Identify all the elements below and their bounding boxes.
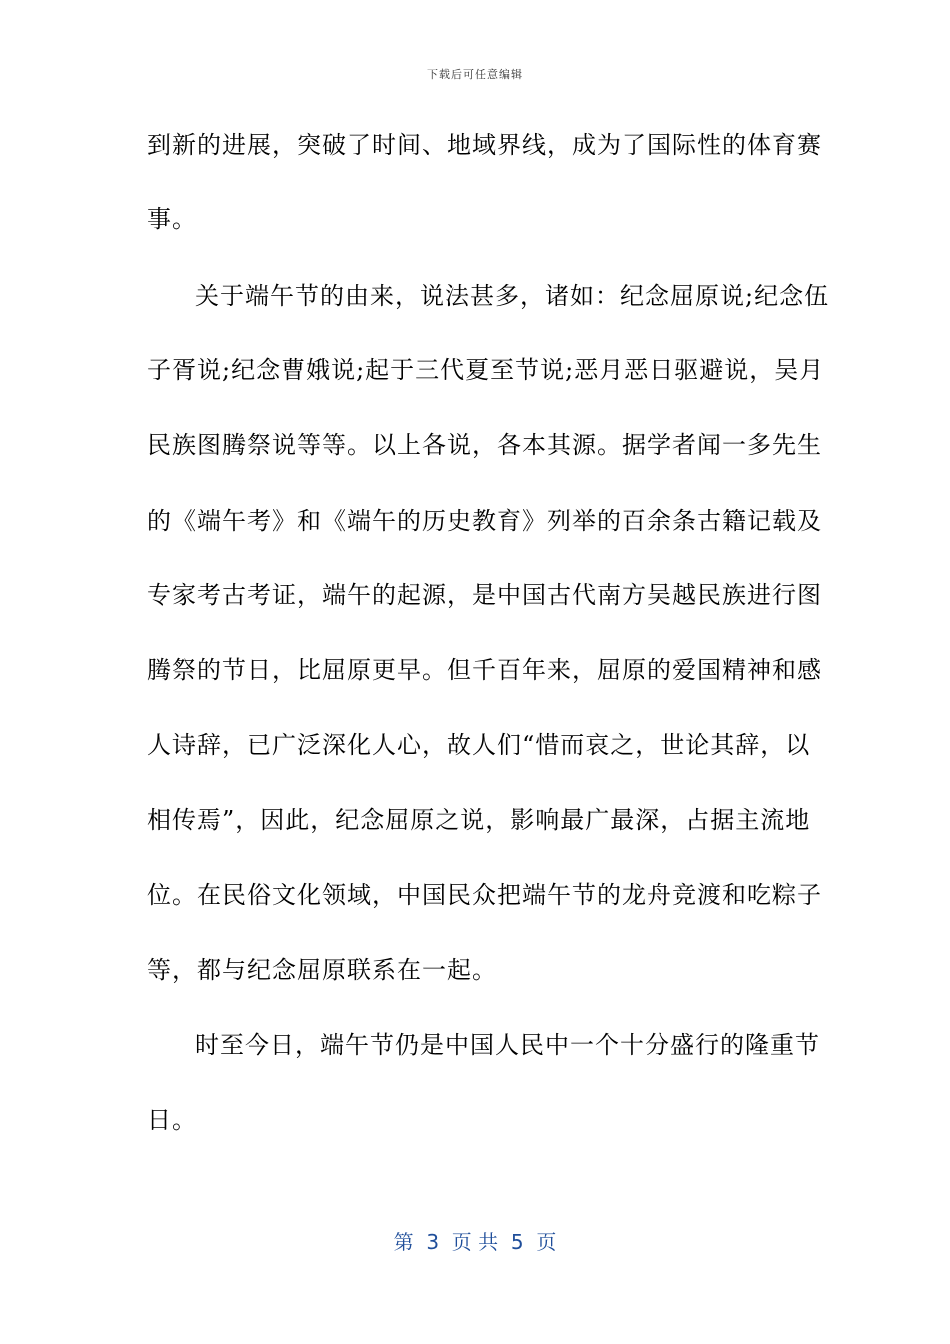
paragraph-line: 日。: [147, 1106, 197, 1134]
paragraph-line: 相传焉”，因此，纪念屈原之说，影响最广最深，占据主流地: [147, 806, 811, 834]
paragraph-line: 民族图腾祭说等等。以上各说，各本其源。据学者闻一多先生: [147, 431, 822, 459]
paragraph-line: 位。在民俗文化领域，中国民众把端午节的龙舟竞渡和吃粽子: [147, 881, 822, 909]
paragraph-line: 人诗辞，已广泛深化人心，故人们“惜而哀之，世论其辞，以: [147, 731, 811, 759]
header-note: 下载后可任意编辑: [427, 68, 523, 81]
paragraph-line: 关于端午节的由来，说法甚多，诸如：纪念屈原说;纪念伍: [195, 282, 830, 310]
paragraph-line: 到新的进展，突破了时间、地域界线，成为了国际性的体育赛: [147, 131, 822, 159]
paragraph-line: 的《端午考》和《端午的历史教育》列举的百余条古籍记载及: [147, 507, 822, 535]
paragraph-line: 等，都与纪念屈原联系在一起。: [147, 956, 497, 984]
page-number-footer: 第 3 页 共 5 页: [393, 1230, 557, 1254]
paragraph-line: 子胥说;纪念曹娥说;起于三代夏至节说;恶月恶日驱避说，吴月: [147, 356, 825, 384]
paragraph-line: 时至今日，端午节仍是中国人民中一个十分盛行的隆重节: [195, 1031, 820, 1059]
paragraph-line: 事。: [147, 205, 197, 233]
paragraph-line: 腾祭的节日，比屈原更早。但千百年来，屈原的爱国精神和感: [147, 656, 822, 684]
paragraph-line: 专家考古考证，端午的起源，是中国古代南方吴越民族进行图: [147, 581, 822, 609]
